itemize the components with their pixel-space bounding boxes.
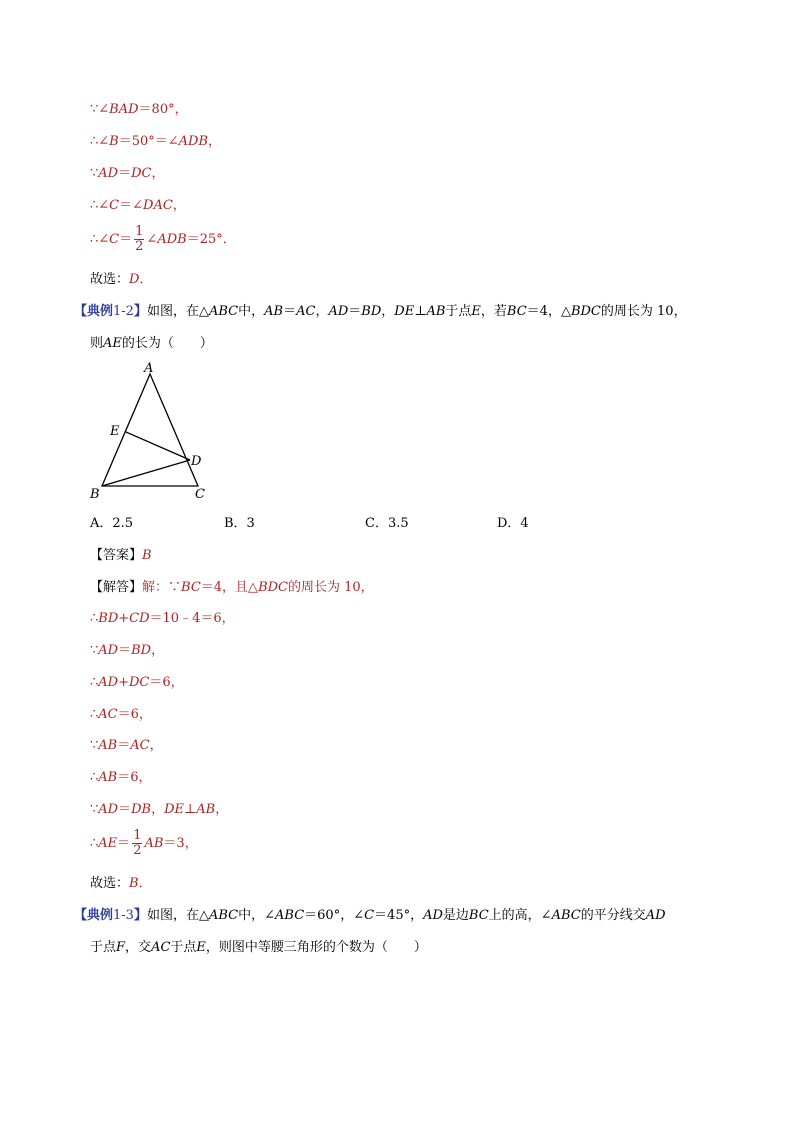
example-1-2-question-line-1: [74, 302, 687, 322]
solution-line-1: [90, 100, 188, 120]
math-expr: AB: [196, 802, 216, 817]
option-c[interactable]: C．3.5: [365, 516, 409, 531]
triangle-figure: [80, 360, 230, 505]
question-text: ⊥: [414, 304, 427, 319]
label-a: A: [144, 361, 154, 376]
math-text: ，: [208, 134, 222, 149]
math-expr: AB: [426, 304, 446, 319]
option-b[interactable]: B．3: [224, 516, 255, 531]
math-expr: DAC: [143, 198, 173, 213]
math-expr: DC: [131, 166, 152, 181]
math-text: ＝: [117, 738, 131, 753]
example-number: 1-2: [113, 304, 134, 319]
solution-line-2: [90, 132, 221, 152]
therefore-symbol: ∴: [90, 836, 99, 851]
example-number: 1-3: [113, 908, 134, 923]
math-expr: BC: [506, 304, 527, 319]
therefore-symbol: ∴: [90, 232, 99, 247]
math-expr: AD: [98, 802, 119, 817]
question-text: 则: [90, 336, 104, 351]
example-tag: 【典例: [74, 908, 114, 923]
label-c: C: [195, 487, 205, 502]
example-1-3-question-line-1: [74, 906, 666, 926]
question-text: 中，: [238, 304, 265, 319]
fraction-denominator: 2: [133, 843, 142, 858]
math-expr: AD: [423, 908, 443, 923]
math-expr: ∠BAD: [98, 102, 139, 117]
math-expr: DB: [131, 802, 152, 817]
math-expr: AB: [98, 770, 118, 785]
example-1-2-question-line-2: [90, 334, 213, 354]
math-expr: ABC: [208, 304, 239, 319]
math-expr: AE: [98, 836, 118, 851]
because-symbol: ∵: [90, 802, 99, 817]
math-text: ＝10﹣4＝6，: [149, 611, 235, 626]
answer-line: [90, 546, 152, 566]
math-text: ，: [149, 738, 163, 753]
math-text: ，: [151, 802, 165, 817]
option-a[interactable]: A．2.5: [90, 516, 134, 531]
choice-answer: D: [129, 272, 140, 287]
math-expr: BDC: [570, 304, 601, 319]
math-text: ＝6，: [117, 707, 152, 722]
math-text: ＝: [118, 802, 132, 817]
question-text: ＝: [348, 304, 362, 319]
math-expr: BD: [361, 304, 382, 319]
math-expr: DE: [394, 304, 415, 319]
math-text: ＝6，: [149, 675, 184, 690]
question-text: 于点: [170, 940, 197, 955]
question-text: ，若: [480, 304, 507, 319]
solution-line-4: [90, 196, 186, 216]
question-text: ＝45°，: [374, 908, 424, 923]
math-expr: AB: [264, 304, 284, 319]
math-expr: BD+CD: [98, 611, 150, 626]
question-text: 中，∠: [238, 908, 276, 923]
math-expr: ABC: [208, 908, 239, 923]
solution-step-4: [90, 673, 184, 693]
solution-label: 【解答】: [90, 580, 143, 595]
solution-step-9: [90, 828, 198, 860]
math-expr: ∠B: [98, 134, 119, 149]
question-text: ＝4，△: [526, 304, 571, 319]
solution-line-3: [90, 164, 165, 184]
math-text: ＝: [118, 643, 132, 658]
math-text: 解：∵: [142, 580, 182, 595]
because-symbol: ∵: [90, 643, 99, 658]
example-tag-close: 】: [133, 304, 147, 319]
math-text: ⊥: [184, 802, 197, 817]
math-text: 的周长为 10，: [288, 580, 374, 595]
math-text: ＝: [119, 232, 133, 247]
math-expr: AB: [98, 738, 118, 753]
example-1-3-question-line-2: [90, 938, 427, 958]
math-text: ，: [151, 643, 165, 658]
choice-label: 故选：: [90, 876, 130, 891]
question-text: 如图，在△: [146, 908, 209, 923]
math-expr: AB: [144, 836, 164, 851]
because-symbol: ∵: [90, 738, 99, 753]
question-text: ，: [315, 304, 329, 319]
math-text: ．: [139, 272, 153, 287]
math-text: ＝6，: [117, 770, 152, 785]
solution-step-2: [90, 609, 235, 629]
question-text: 的平分线交: [580, 908, 646, 923]
question-text: ＝60°，∠: [304, 908, 365, 923]
math-text: ．: [138, 876, 152, 891]
question-text: ，: [381, 304, 395, 319]
therefore-symbol: ∴: [90, 707, 99, 722]
question-text: ，则图中等腰三角形的个数为（ ）: [205, 940, 427, 955]
example-tag-close: 】: [133, 908, 147, 923]
answer-label: 【答案】: [90, 548, 143, 563]
therefore-symbol: ∴: [90, 134, 99, 149]
question-text: 是边: [442, 908, 469, 923]
math-expr: AC: [151, 940, 171, 955]
question-text: 的长为（ ）: [121, 336, 213, 351]
math-text: ＝25°．: [186, 232, 236, 247]
math-expr: ∠C: [98, 232, 120, 247]
math-expr: AD+DC: [98, 675, 150, 690]
math-expr: ∠C: [98, 198, 120, 213]
math-expr: E: [471, 304, 481, 319]
math-expr: ABC: [275, 908, 305, 923]
fraction-one-half: [132, 829, 142, 858]
fraction-one-half: [134, 225, 144, 254]
fraction-denominator: 2: [135, 239, 144, 254]
math-expr: BD: [131, 643, 152, 658]
question-text: ，交: [125, 940, 152, 955]
solution-intro: [90, 578, 374, 598]
segment-bd: [102, 460, 190, 486]
math-expr: BDC: [258, 580, 288, 595]
because-symbol: ∵: [90, 166, 99, 181]
math-expr: BC: [468, 908, 489, 923]
math-text: ＝80°，: [138, 102, 188, 117]
math-expr: DE: [164, 802, 185, 817]
answer-value: B: [142, 548, 152, 563]
question-text: 于点: [445, 304, 472, 319]
solution-step-5: [90, 705, 152, 725]
question-text: 于点: [90, 940, 117, 955]
solution-step-3: [90, 641, 164, 661]
therefore-symbol: ∴: [90, 611, 99, 626]
solution-line-5: [90, 224, 236, 256]
choice-answer: B: [129, 876, 139, 891]
math-text: ＝50°＝: [118, 134, 168, 149]
label-e: E: [110, 424, 120, 439]
math-expr: AC: [296, 304, 316, 319]
math-text: ＝3，: [163, 836, 198, 851]
math-text: ＝: [118, 166, 132, 181]
because-symbol: ∵: [90, 102, 99, 117]
math-text: ，: [215, 802, 229, 817]
math-text: ＝4，且△: [200, 580, 259, 595]
math-text: ＝: [117, 836, 131, 851]
example-tag: 【典例: [74, 304, 114, 319]
math-expr: E: [196, 940, 206, 955]
solution-step-6: [90, 736, 163, 756]
question-text: 的周长为 10，: [600, 304, 687, 319]
option-d[interactable]: D．4: [497, 516, 529, 531]
therefore-symbol: ∴: [90, 770, 99, 785]
solution-choice: [90, 270, 152, 290]
solution-step-7: [90, 768, 152, 788]
math-expr: AD: [645, 908, 666, 923]
fraction-numerator: 1: [135, 224, 144, 239]
math-text: ，: [172, 198, 186, 213]
solution-choice-2: [90, 874, 152, 894]
label-d: D: [191, 454, 202, 469]
math-expr: AC: [98, 707, 118, 722]
math-expr: C: [364, 908, 375, 923]
choice-label: 故选：: [90, 272, 130, 287]
math-expr: ABC: [551, 908, 581, 923]
math-expr: AD: [328, 304, 349, 319]
math-expr: ∠ADB: [167, 134, 209, 149]
therefore-symbol: ∴: [90, 198, 99, 213]
question-text: ＝: [283, 304, 297, 319]
math-expr: BC: [181, 580, 201, 595]
math-expr: AD: [98, 643, 119, 658]
math-expr: F: [116, 940, 126, 955]
solution-step-8: [90, 800, 228, 820]
math-expr: AE: [103, 336, 122, 351]
math-expr: ∠ADB: [146, 232, 187, 247]
math-text: ＝∠: [119, 198, 144, 213]
fraction-numerator: 1: [133, 828, 142, 843]
math-expr: AC: [130, 738, 150, 753]
math-expr: AD: [98, 166, 119, 181]
therefore-symbol: ∴: [90, 675, 99, 690]
question-text: 上的高，∠: [488, 908, 552, 923]
math-text: ，: [151, 166, 165, 181]
label-b: B: [90, 487, 100, 502]
question-text: 如图，在△: [146, 304, 209, 319]
